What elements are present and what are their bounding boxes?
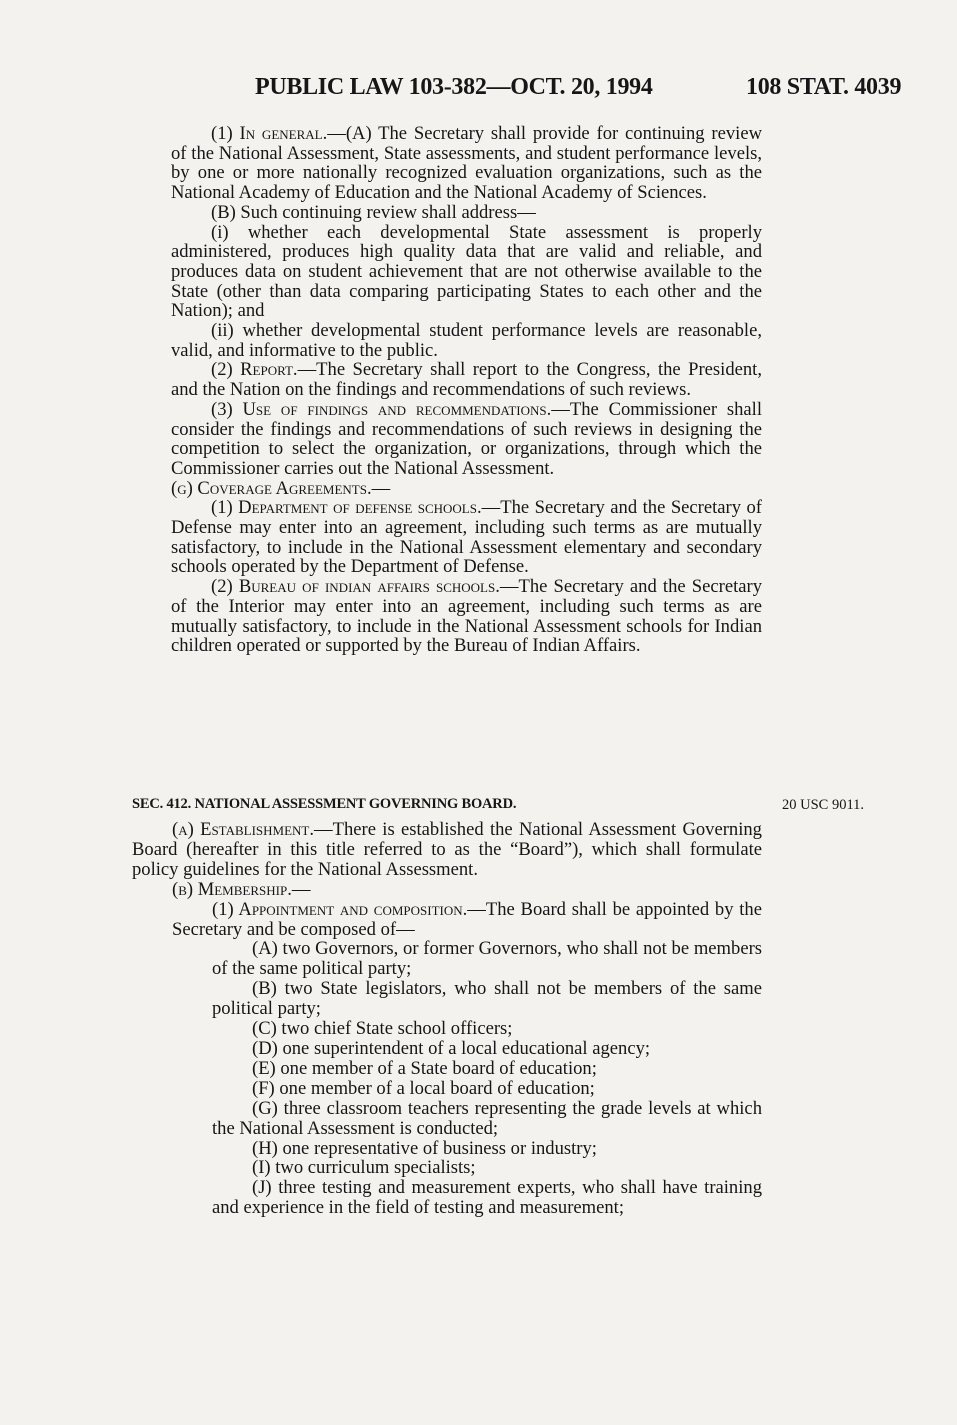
paragraph-g2-label: (2) Bureau of indian affairs schools. [211, 576, 500, 598]
list-item: (D) one superintendent of a local educational agency; [252, 1037, 651, 1059]
paragraph-f1-b-i: (i) whether each developmental State assessment is properly administered, produces high quality data that are valid and reliable, and produces data on student achievement that are not otherwise available to the State (other than data comparing participating States to each other and the Nation); and [171, 221, 762, 322]
paragraph-f3-label: (3) Use of findings and recommendations. [211, 398, 552, 420]
paragraph-f2-label: (2) Report. [211, 359, 298, 381]
margin-note-usc: 20 USC 9011. [782, 797, 865, 813]
paragraph-f3-text: —The Commissioner shall consider the findings and recommendations of such reviews in designing the competition to select the organization, or organizations, through which the Commissioner carries out the National Assessment. [171, 398, 762, 479]
paragraph-b1-label: (1) Appointment and composition. [212, 898, 468, 920]
paragraph-b1-text: —The Board shall be appointed by the Secretary and be composed of— [172, 898, 762, 940]
subsection-g-heading: (g) Coverage Agreements.— [171, 477, 391, 499]
list-item: (A) two Governors, or former Governors, who shall not be members of the same political party; [212, 938, 762, 980]
section-412-body [132, 820, 762, 1218]
list-item: (H) one representative of business or industry; [252, 1137, 597, 1159]
paragraph-b1 [132, 900, 762, 940]
paragraph-f2 [171, 360, 762, 399]
list-item: (B) two State legislators, who shall not be members of the same political party; [212, 978, 762, 1020]
paragraph-f1-label: (1) In general. [211, 123, 328, 144]
section-heading: SEC. 412. NATIONAL ASSESSMENT GOVERNING BOARD. [132, 796, 517, 812]
subsection-a-label: (a) Establishment. [172, 819, 315, 840]
paragraph-f1 [171, 124, 762, 203]
subsection-a-text: —There is established the National Assessment Governing Board (hereafter in this title referred to as the “Board”), which shall formulate policy guidelines for the National Assessment. [132, 819, 762, 880]
list-item: (G) three classroom teachers representing the grade levels at which the National Assessment is conducted; [212, 1097, 762, 1139]
list-item: (E) one member of a State board of education; [252, 1057, 597, 1079]
paragraph-g1 [171, 498, 762, 577]
list-item: (C) two chief State school officers; [252, 1018, 513, 1040]
paragraph-f2-text: —The Secretary shall report to the Congress, the President, and the Nation on the findings and recommendations of such reviews. [171, 359, 762, 401]
paragraph-f1-b-ii: (ii) whether developmental student performance levels are reasonable, valid, and informative to the public. [171, 320, 762, 361]
paragraph-g1-text: —The Secretary and the Secretary of Defense may enter into an agreement, including such terms as are mutually satisfactory, to include in the National Assessment elementary and secondary schools operated by the Department of Defense. [171, 497, 762, 578]
list-item: (J) three testing and measurement experts, who shall have training and experience in the field of testing and measurement; [212, 1177, 762, 1219]
section-411-continuation [171, 124, 762, 656]
subsection-b-heading: (b) Membership.— [172, 878, 311, 900]
paragraph-f1-text: —(A) The Secretary shall provide for continuing review of the National Assessment, State assessments, and student performance levels, by one or more nationally recognized evaluation organizations, such as the National Academy of Education and the National Academy of Sciences. [171, 123, 762, 204]
paragraph-f3 [171, 400, 762, 479]
paragraph-g2 [171, 577, 762, 656]
header-stat-page: 108 STAT. 4039 [746, 74, 902, 100]
list-item: (I) two curriculum specialists; [252, 1157, 476, 1179]
paragraph-f1-b: (B) Such continuing review shall address— [211, 201, 536, 223]
header-title: PUBLIC LAW 103-382—OCT. 20, 1994 [255, 74, 653, 100]
page-header [0, 74, 957, 110]
paragraph-g1-label: (1) Department of defense schools. [211, 497, 482, 519]
subsection-a [132, 820, 762, 880]
paragraph-g2-text: —The Secretary and the Secretary of the Interior may enter into an agreement, including such terms as are mutually satisfactory, to include in the National Assessment schools for Indian children operated or supported by the Bureau of Indian Affairs. [171, 576, 762, 657]
list-item: (F) one member of a local board of education; [252, 1077, 595, 1099]
membership-list [132, 939, 762, 1218]
